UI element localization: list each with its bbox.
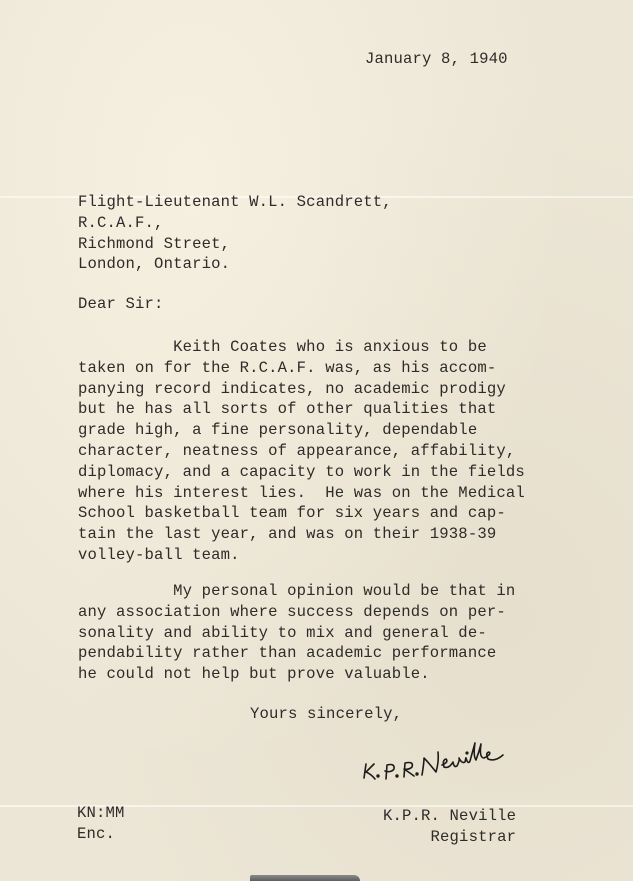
body-paragraph-1 (78, 337, 525, 566)
reference-block (77, 803, 125, 845)
text-line: School basketball team for six years and cap- (78, 504, 506, 523)
text-line: diplomacy, and a capacity to work in the fields (78, 462, 525, 481)
salutation: Dear Sir: (78, 295, 164, 313)
handwritten-signature (358, 738, 558, 788)
signatory-title: Registrar (383, 827, 517, 846)
text-line: any association where success depends on per- (78, 602, 506, 621)
text-line: grade high, a fine personality, dependable (78, 421, 478, 440)
text-line: Keith Coates who is anxious to be (78, 338, 487, 356)
reference-initials: KN:MM (77, 804, 125, 822)
text-line: where his interest lies. He was on the Medical (78, 483, 525, 502)
text-line: but he has all sorts of other qualities that (78, 400, 497, 419)
closing: Yours sincerely, (250, 705, 403, 723)
recipient-address (78, 192, 392, 275)
text-line: sonality and ability to mix and general de- (78, 623, 487, 642)
signature-block (383, 806, 516, 848)
body-paragraph-2 (78, 581, 515, 685)
enclosure-note: Enc. (77, 824, 116, 843)
signatory-name: K.P.R. Neville (383, 807, 517, 825)
text-line: character, neatness of appearance, affability, (78, 441, 516, 460)
text-line: panying record indicates, no academic prodigy (78, 379, 506, 398)
recipient-line: Flight-Lieutenant W.L. Scandrett, (78, 193, 392, 211)
text-line: taken on for the R.C.A.F. was, as his accom- (78, 358, 497, 377)
recipient-line: R.C.A.F., (78, 213, 164, 232)
text-line: My personal opinion would be that in (78, 582, 516, 600)
text-line: he could not help but prove valuable. (78, 665, 430, 684)
text-line: tain the last year, and was on their 1938-39 (78, 525, 497, 544)
recipient-line: Richmond Street, (78, 234, 231, 253)
recipient-line: London, Ontario. (78, 255, 231, 274)
letter-date: January 8, 1940 (365, 50, 508, 68)
text-line: volley-ball team. (78, 545, 240, 564)
folder-tab-edge (250, 875, 360, 881)
text-line: pendability rather than academic performance (78, 644, 497, 663)
